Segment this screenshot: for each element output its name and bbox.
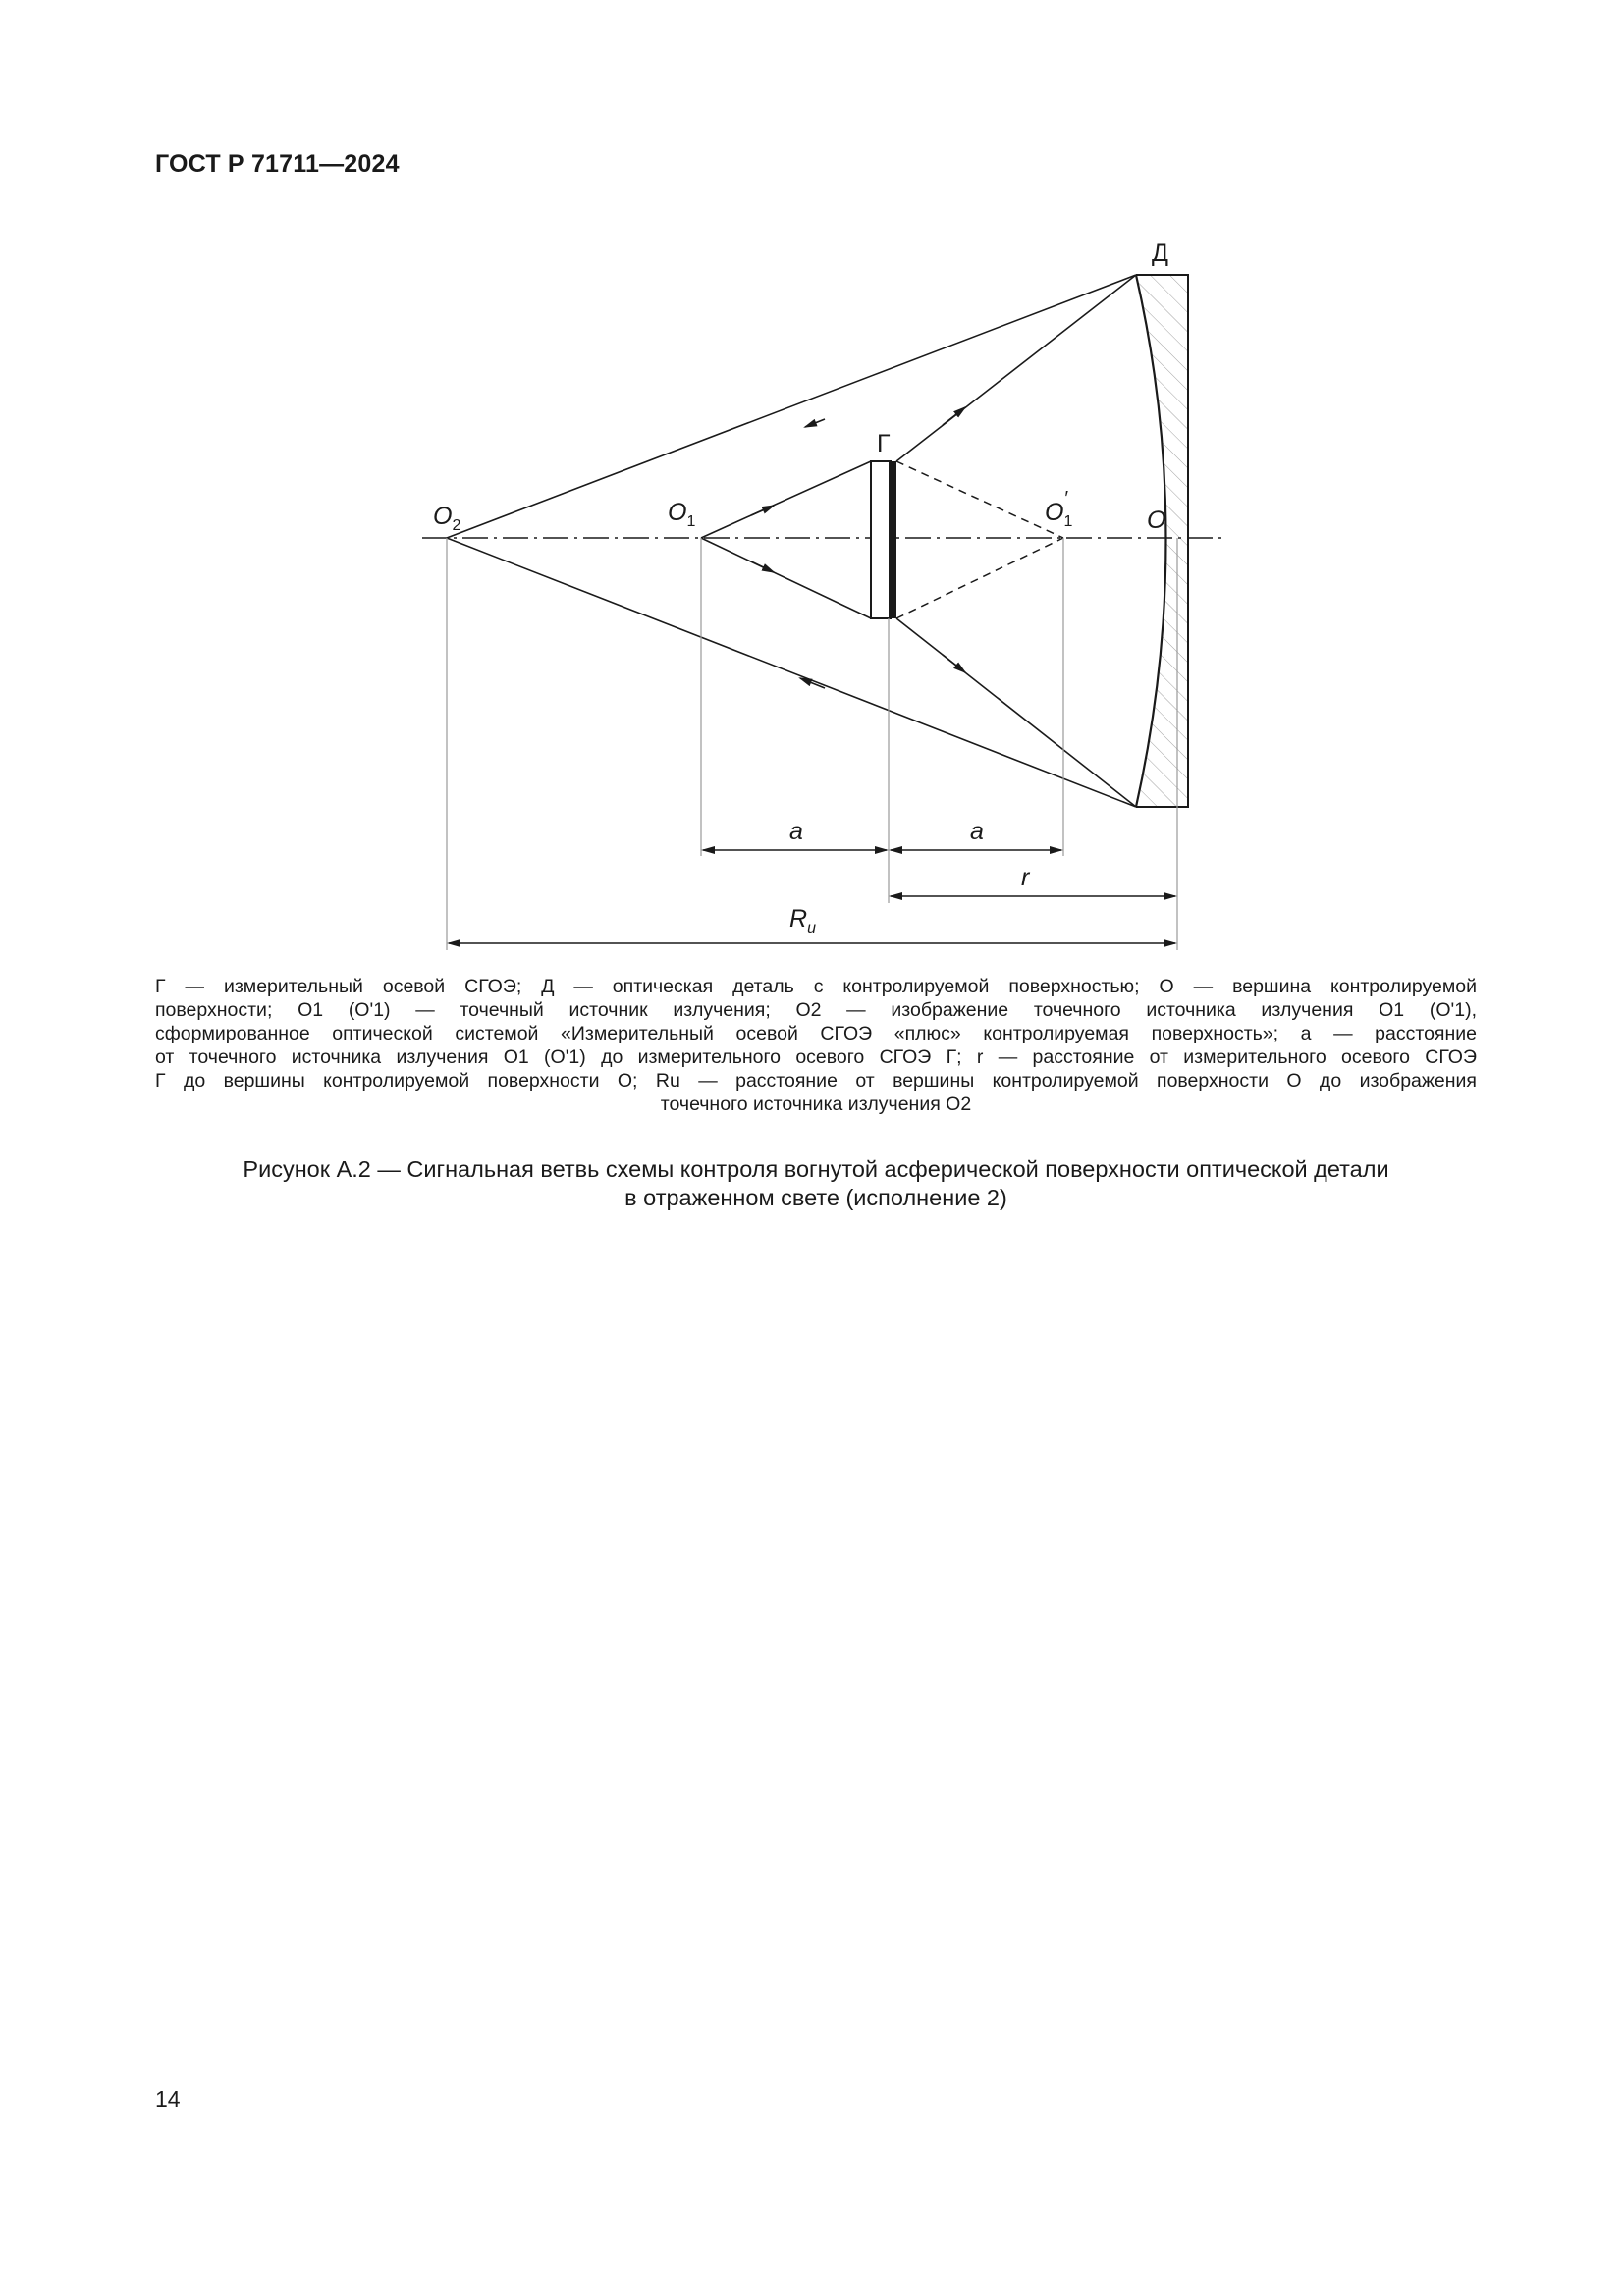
page-number: 14 xyxy=(155,2086,181,2111)
virtual-ray-lower xyxy=(896,538,1063,618)
optical-part xyxy=(1136,275,1188,807)
label-o1: $O_1$ xyxy=(668,499,696,530)
measuring-element xyxy=(871,461,896,618)
ray-upper-outer xyxy=(447,275,1136,538)
label-o1-prime: $O_1'$ xyxy=(1045,488,1073,530)
legend-line: сформированное оптической системой «Измерительный осевой СГОЭ «плюс» контролируемая поверхность»; a — расстояние xyxy=(155,1023,1477,1044)
ray-upper-inner xyxy=(896,275,1136,461)
figure-legend xyxy=(155,975,1477,1116)
legend-line: поверхности; O1 (O'1) — точечный источник излучения; O2 — изображение точечного источника излучения O1 (O'1), xyxy=(155,999,1477,1021)
legend-line: Г до вершины контролируемой поверхности O; Ru — расстояние от вершины контролируемой поверхности O до изображения xyxy=(155,1070,1477,1092)
label-o: O xyxy=(1147,507,1166,534)
legend-line: Г — измерительный осевой СГОЭ; Д — оптическая деталь с контролируемой поверхностью; O — вершина контролируемой xyxy=(155,976,1477,997)
label-d: Д xyxy=(1152,240,1168,267)
legend-line: точечного источника излучения O2 xyxy=(660,1094,972,1115)
label-r: r xyxy=(1021,864,1030,891)
figure-caption xyxy=(155,1155,1477,1212)
ray-lower-inner xyxy=(896,618,1136,807)
optical-scheme-figure xyxy=(0,0,1624,982)
caption-line: Рисунок А.2 — Сигнальная ветвь схемы контроля вогнутой асферической поверхности оптической детали xyxy=(243,1156,1389,1182)
label-a-left: a xyxy=(789,818,803,845)
ray-o1-upper xyxy=(701,461,871,538)
ray-lower-outer xyxy=(447,538,1136,807)
label-a-right: a xyxy=(970,818,984,845)
virtual-ray-upper xyxy=(896,461,1063,538)
label-g: Г xyxy=(877,430,891,457)
document-header: ГОСТ Р 71711—2024 xyxy=(155,150,400,178)
caption-line: в отраженном свете (исполнение 2) xyxy=(624,1185,1007,1210)
ray-o1-lower xyxy=(701,538,871,618)
extension-lines xyxy=(447,538,1177,950)
label-o2: $O_2$ xyxy=(433,503,461,534)
label-ru: $R_u$ xyxy=(789,905,816,936)
legend-line: от точечного источника излучения O1 (O'1) до измерительного осевого СГОЭ Г; r — расстояние от измерительного осевого СГОЭ xyxy=(155,1046,1477,1068)
